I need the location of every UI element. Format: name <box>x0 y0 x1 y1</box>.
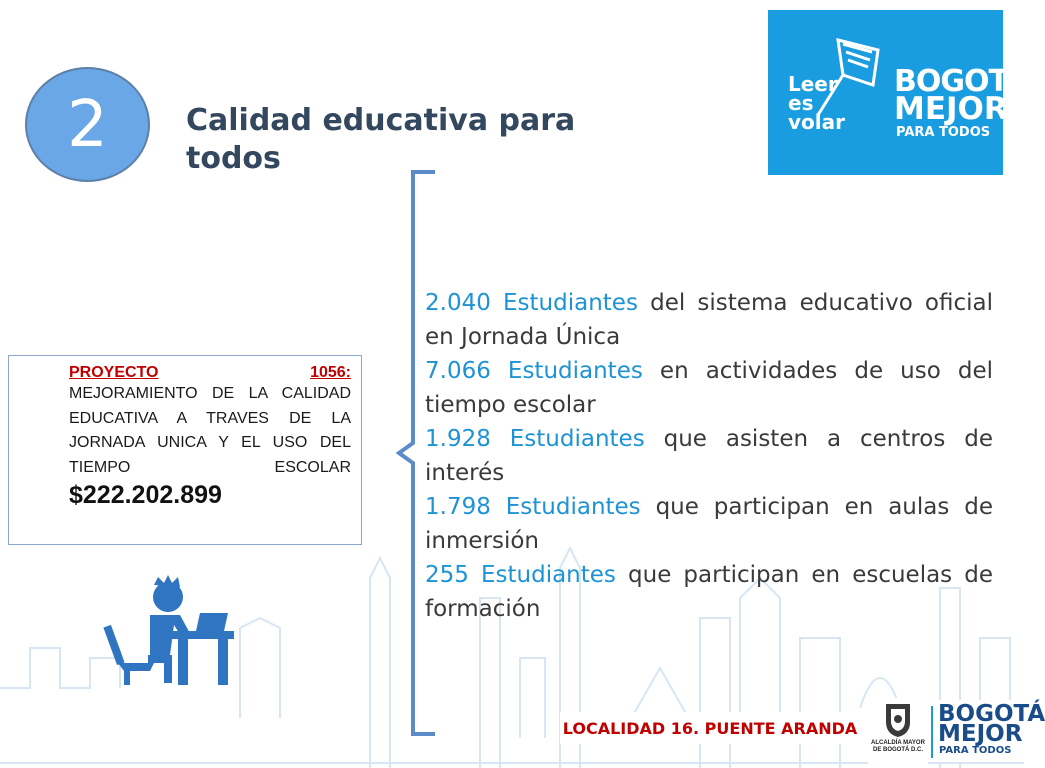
footer-para-todos: PARA TODOS <box>939 745 1012 756</box>
logo-mejor: MEJOR <box>894 91 1008 127</box>
coat-of-arms-icon <box>882 700 914 738</box>
logo-slogan: Leer es volar <box>788 72 845 134</box>
section-number-badge: 2 <box>25 67 150 182</box>
student-at-desk-icon <box>110 575 240 685</box>
footer-city-word: BOGOTÁ <box>938 701 1045 727</box>
list-item: 1.928 Estudiantes que asisten a centros de interés <box>425 426 994 486</box>
bogota-mejor-logo <box>938 700 1045 762</box>
statistics-list <box>425 286 993 626</box>
project-box <box>8 355 362 545</box>
list-item: 255 Estudiantes que participan en escuelas de formación <box>425 562 994 622</box>
alcaldia-text: ALCALDÍA MAYOR DE BOGOTÁ D.C. <box>871 740 925 753</box>
footer-mejor: MEJOR <box>938 721 1023 747</box>
project-code: 1056: <box>310 364 351 381</box>
leer-es-volar-logo <box>768 10 1028 175</box>
project-description: MEJORAMIENTO DE LA CALIDAD EDUCATIVA A TRAVES DE LA JORNADA UNICA Y EL USO DEL TIEMPO ESCOLAR <box>69 385 351 476</box>
project-amount: $222.202.899 <box>69 481 222 509</box>
logo-city-word: BOGOTÁ <box>894 64 1028 99</box>
locality-label: LOCALIDAD 16. PUENTE ARANDA <box>560 712 860 744</box>
project-header <box>69 364 351 382</box>
list-item: 7.066 Estudiantes en actividades de uso del tiempo escolar <box>425 358 994 418</box>
section-title: Calidad educativa para todos <box>186 103 576 176</box>
list-item: 1.798 Estudiantes que participan en aulas de inmersión <box>425 494 993 554</box>
alcaldia-logo <box>868 698 928 764</box>
footer-separator <box>931 706 933 758</box>
project-label: PROYECTO <box>69 364 159 381</box>
logo-para-todos: PARA TODOS <box>896 125 991 140</box>
list-item: 2.040 Estudiantes del sistema educativo oficial en Jornada Única <box>425 290 994 350</box>
